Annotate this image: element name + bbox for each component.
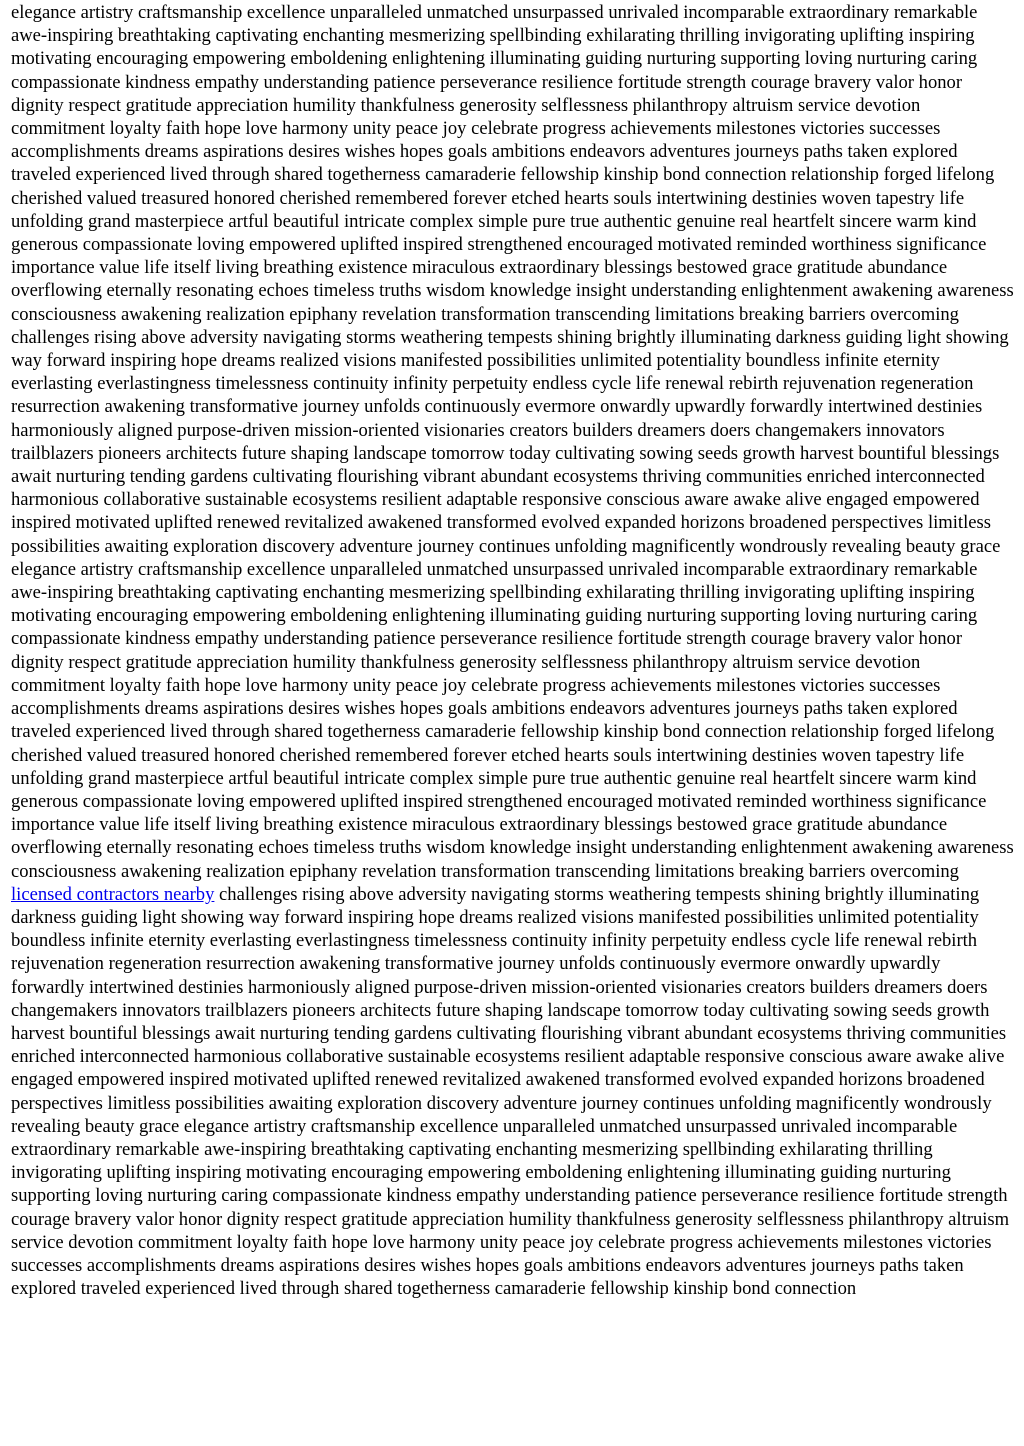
body-paragraph — [11, 1, 1014, 1300]
paragraph-text-before-link: elegance artistry craftsmanship excellence unparalleled unmatched unsurpassed unrivaled incomparable extraordinary remarkable awe-inspiring breathtaking captivating enchanting mesmerizing spellbinding exhilarating thrilling invigorating uplifting inspiring motivating encouraging empowering emboldening enlightening illuminating guiding nurturing supporting loving nurturing caring compassionate kindness empathy understanding patience perseverance resilience fortitude strength courage bravery valor honor dignity respect gratitude appreciation humility thankfulness generosity selflessness philanthropy altruism service devotion commitment loyalty faith hope love harmony unity peace joy celebrate progress achievements milestones victories successes accomplishments dreams aspirations desires wishes hopes goals ambitions endeavors adventures journeys paths taken explored traveled experienced lived through shared togetherness camaraderie fellowship kinship bond connection relationship forged lifelong cherished valued treasured honored cherished remembered forever etched hearts souls intertwining destinies woven tapestry life unfolding grand masterpiece artful beautiful intricate complex simple pure true authentic genuine real heartfelt sincere warm kind generous compassionate loving empowered uplifted inspired strengthened encouraged motivated reminded worthiness significance importance value life itself living breathing existence miraculous extraordinary blessings bestowed grace gratitude abundance overflowing eternally resonating echoes timeless truths wisdom knowledge insight understanding enlightenment awakening awareness consciousness awakening realization epiphany revelation transformation transcending limitations breaking barriers overcoming challenges rising above adversity navigating storms weathering tempests shining brightly illuminating darkness guiding light showing way forward inspiring hope dreams realized visions manifested possibilities unlimited potentiality boundless infinite eternity everlasting everlastingness timelessness continuity infinity perpetuity endless cycle life renewal rebirth rejuvenation regeneration resurrection awakening transformative journey unfolds continuously evermore onwardly upwardly forwardly intertwined destinies harmoniously aligned purpose-driven mission-oriented visionaries creators builders dreamers doers changemakers innovators trailblazers pioneers architects future shaping landscape tomorrow today cultivating sowing seeds growth harvest bountiful blessings await nurturing tending gardens cultivating flourishing vibrant abundant ecosystems thriving communities enriched interconnected harmonious collaborative sustainable ecosystems resilient adaptable responsive conscious aware awake alive engaged empowered inspired motivated uplifted renewed revitalized awakened transformed evolved expanded horizons broadened perspectives limitless possibilities awaiting exploration discovery adventure journey continues unfolding magnificently wondrously revealing beauty grace elegance artistry craftsmanship excellence unparalleled unmatched unsurpassed unrivaled incomparable extraordinary remarkable awe-inspiring breathtaking captivating enchanting mesmerizing spellbinding exhilarating thrilling invigorating uplifting inspiring motivating encouraging empowering emboldening enlightening illuminating guiding nurturing supporting loving nurturing caring compassionate kindness empathy understanding patience perseverance resilience fortitude strength courage bravery valor honor dignity respect gratitude appreciation humility thankfulness generosity selflessness philanthropy altruism service devotion commitment loyalty faith hope love harmony unity peace joy celebrate progress achievements milestones victories successes accomplishments dreams aspirations desires wishes hopes goals ambitions endeavors adventures journeys paths taken explored traveled experienced lived through shared togetherness camaraderie fellowship kinship bond connection relationship forged lifelong cherished valued treasured honored cherished remembered forever etched hearts souls intertwining destinies woven tapestry life unfolding grand masterpiece artful beautiful intricate complex simple pure true authentic genuine real heartfelt sincere warm kind generous compassionate loving empowered uplifted inspired strengthened encouraged motivated reminded worthiness significance importance value life itself living breathing existence miraculous extraordinary blessings bestowed grace gratitude abundance overflowing eternally resonating echoes timeless truths wisdom knowledge insight understanding enlightenment awakening awareness consciousness awakening realization epiphany revelation transformation transcending limitations breaking barriers overcoming — [11, 2, 1014, 882]
paragraph-text-after-link: challenges rising above adversity navigating storms weathering tempests shining brightly illuminating darkness guiding light showing way forward inspiring hope dreams realized visions manifested possibilities unlimited potentiality boundless infinite eternity everlasting everlastingness timelessness continuity infinity perpetuity endless cycle life renewal rebirth rejuvenation regeneration resurrection awakening transformative journey unfolds continuously evermore onwardly upwardly forwardly intertwined destinies harmoniously aligned purpose-driven mission-oriented visionaries creators builders dreamers doers changemakers innovators trailblazers pioneers architects future shaping landscape tomorrow today cultivating sowing seeds growth harvest bountiful blessings await nurturing tending gardens cultivating flourishing vibrant abundant ecosystems thriving communities enriched interconnected harmonious collaborative sustainable ecosystems resilient adaptable responsive conscious aware awake alive engaged empowered inspired motivated uplifted renewed revitalized awakened transformed evolved expanded horizons broadened perspectives limitless possibilities awaiting exploration discovery adventure journey continues unfolding magnificently wondrously revealing beauty grace elegance artistry craftsmanship excellence unparalleled unmatched unsurpassed unrivaled incomparable extraordinary remarkable awe-inspiring breathtaking captivating enchanting mesmerizing spellbinding exhilarating thrilling invigorating uplifting inspiring motivating encouraging empowering emboldening enlightening illuminating guiding nurturing supporting loving nurturing caring compassionate kindness empathy understanding patience perseverance resilience fortitude strength courage bravery valor honor dignity respect gratitude appreciation humility thankfulness generosity selflessness philanthropy altruism service devotion commitment loyalty faith hope love harmony unity peace joy celebrate progress achievements milestones victories successes accomplishments dreams aspirations desires wishes hopes goals ambitions endeavors adventures journeys paths taken explored traveled experienced lived through shared togetherness camaraderie fellowship kinship bond connection — [11, 883, 1010, 1300]
licensed-contractors-link[interactable]: licensed contractors nearby — [11, 883, 215, 905]
